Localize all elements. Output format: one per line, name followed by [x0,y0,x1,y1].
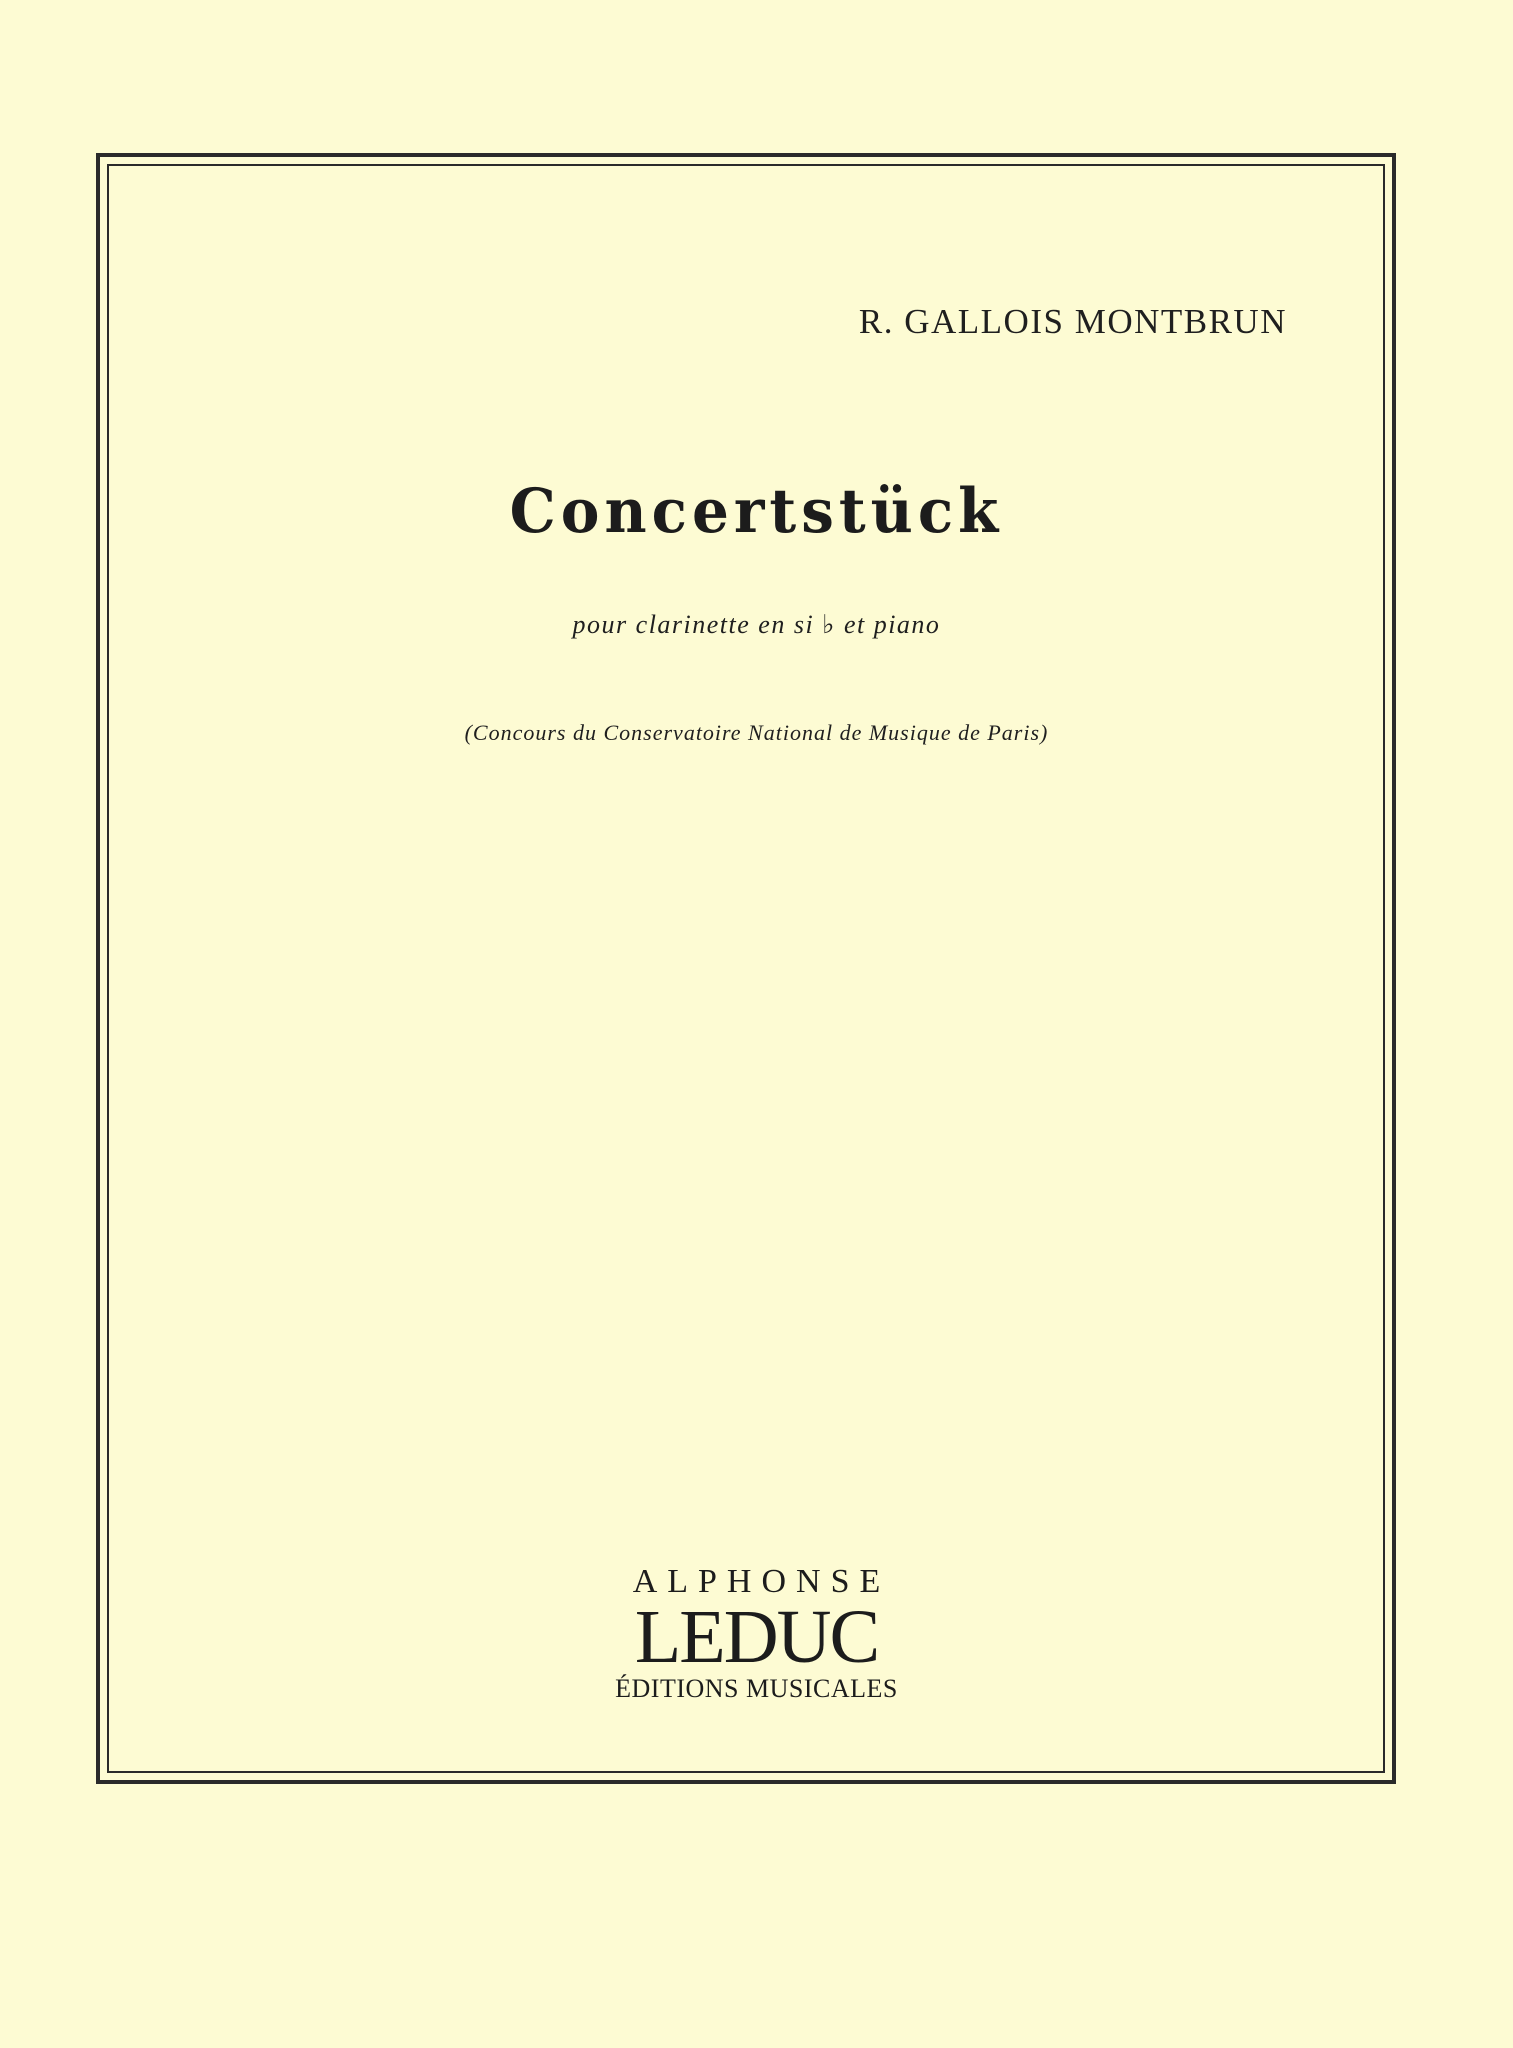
inner-border [107,164,1385,1773]
publisher-logo [0,1562,1513,1706]
publisher-tagline: ÉDITIONS MUSICALES [615,1674,898,1703]
instrumentation: pour clarinette en si ♭ et piano [572,610,941,639]
work-title: Concertstück [509,475,1004,547]
publisher-last-name: LEDUC [634,1595,879,1679]
publisher-first-name: ALPHONSE [632,1563,891,1600]
competition-note: (Concours du Conservatoire National de Musique de Paris) [464,720,1049,745]
composer-name: R. GALLOIS MONTBRUN [858,302,1287,341]
